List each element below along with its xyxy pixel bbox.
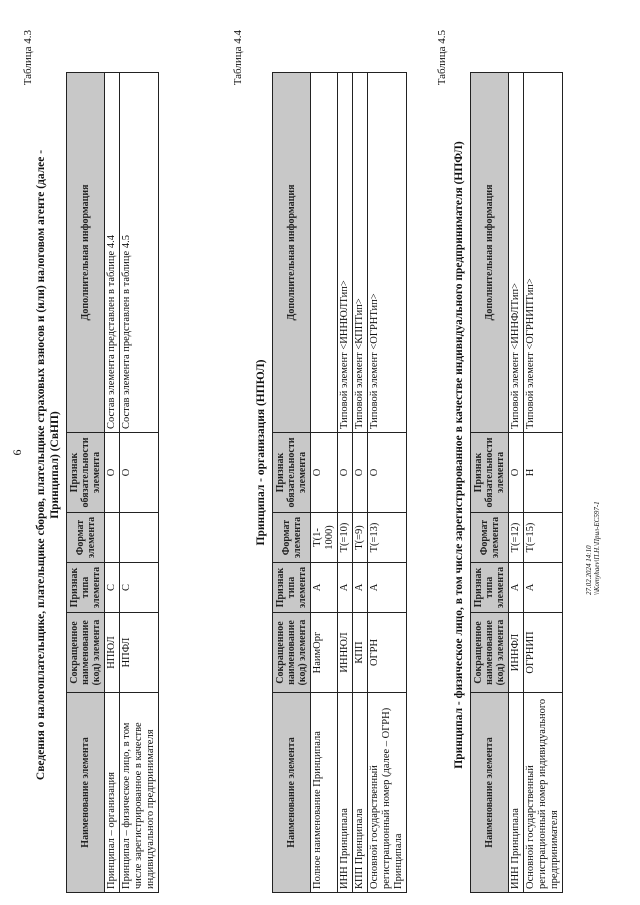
cell-format: Т(=10) <box>338 513 353 563</box>
column-header: Признак типа элемента <box>273 563 311 613</box>
cell-name: Принципал – физическое лицо, в том числе зарегистрированное в качестве индивидуального предпринимателя <box>120 693 159 893</box>
page-number: 6 <box>10 449 24 456</box>
cell-name: ИНН Принципала <box>338 693 353 893</box>
cell-name: ИНН Принципала <box>509 693 524 893</box>
cell-req: О <box>105 433 120 513</box>
table-4-3-title: Сведения о налогоплательщике, плательщике сборов, плательщике страховых взносов и (или) налоговом агенте (далее - Принципал) (СвНП) <box>35 149 61 781</box>
cell-code: ИННЮЛ <box>338 613 353 693</box>
table-4-4-title: Принципал - организация (НПЮЛ) <box>255 359 267 546</box>
cell-req: О <box>368 433 407 513</box>
table-row <box>368 73 407 893</box>
column-header: Наименование элемента <box>273 693 311 893</box>
cell-format: Т(=15) <box>524 513 563 563</box>
cell-code: НПФЛ <box>120 613 159 693</box>
cell-name: Полное наименование Принципала <box>311 693 338 893</box>
cell-type: А <box>524 563 563 613</box>
table-row <box>524 73 563 893</box>
table-4-5 <box>470 72 563 893</box>
cell-req: О <box>338 433 353 513</box>
cell-req: Н <box>524 433 563 513</box>
cell-type: А <box>338 563 353 613</box>
column-header: Формат элемента <box>273 513 311 563</box>
cell-code: ОГРН <box>368 613 407 693</box>
table-row <box>338 73 353 893</box>
table-4-4 <box>272 72 407 893</box>
cell-type: А <box>311 563 338 613</box>
table-4-5-caption: Таблица 4.5 <box>436 30 448 86</box>
cell-info: Типовой элемент <ИННЮЛТип> <box>338 73 353 433</box>
column-header: Дополнительная информация <box>471 73 509 433</box>
footer-stamp <box>585 501 601 595</box>
cell-format: Т(=12) <box>509 513 524 563</box>
cell-req: О <box>311 433 338 513</box>
cell-type: А <box>509 563 524 613</box>
table-4-5-title: Принципал - физическое лицо, в том числе зарегистрированное в качестве индивидуального предпринимателя (НПФЛ) <box>453 141 465 769</box>
footer-path: \\Komyhaev\П.Н.\Прил-ЕС597-1 <box>593 501 601 595</box>
column-header: Дополнительная информация <box>67 73 105 433</box>
column-header: Формат элемента <box>67 513 105 563</box>
cell-code: ИННФЛ <box>509 613 524 693</box>
cell-name: Основной государственный регистрационный номер (далее – ОГРН) Принципала <box>368 693 407 893</box>
column-header: Сокращенное наименование (код) элемента <box>67 613 105 693</box>
cell-name: Основной государственный регистрационный номер индивидуального предпринимателя <box>524 693 563 893</box>
cell-info <box>311 73 338 433</box>
table-row <box>105 73 120 893</box>
cell-name: КПП Принципала <box>353 693 368 893</box>
cell-format <box>120 513 159 563</box>
column-header: Признак обязательности элемента <box>67 433 105 513</box>
table-row <box>120 73 159 893</box>
table-row <box>353 73 368 893</box>
table-4-3-caption: Таблица 4.3 <box>22 30 34 86</box>
cell-code: ОГРНИП <box>524 613 563 693</box>
cell-name: Принципал – организация <box>105 693 120 893</box>
column-header: Сокращенное наименование (код) элемента <box>273 613 311 693</box>
table-row <box>311 73 338 893</box>
cell-req: О <box>120 433 159 513</box>
cell-info: Состав элемента представлен в таблице 4.5 <box>120 73 159 433</box>
cell-code: КПП <box>353 613 368 693</box>
footer-date: 27.02.2024 14:10 <box>585 545 593 595</box>
table-row <box>509 73 524 893</box>
cell-req: О <box>509 433 524 513</box>
cell-info: Типовой элемент <ОГРНТип> <box>368 73 407 433</box>
cell-type: А <box>353 563 368 613</box>
column-header: Признак обязательности элемента <box>273 433 311 513</box>
cell-type: А <box>368 563 407 613</box>
table-4-3 <box>66 72 159 893</box>
cell-info: Типовой элемент <ОГРНИПТип> <box>524 73 563 433</box>
cell-format <box>105 513 120 563</box>
column-header: Наименование элемента <box>67 693 105 893</box>
column-header: Наименование элемента <box>471 693 509 893</box>
cell-req: О <box>353 433 368 513</box>
column-header: Сокращенное наименование (код) элемента <box>471 613 509 693</box>
cell-format: Т(=9) <box>353 513 368 563</box>
column-header: Признак типа элемента <box>471 563 509 613</box>
cell-code: НаимОрг <box>311 613 338 693</box>
column-header: Формат элемента <box>471 513 509 563</box>
cell-format: Т(=13) <box>368 513 407 563</box>
cell-info: Состав элемента представлен в таблице 4.4 <box>105 73 120 433</box>
cell-info: Типовой элемент <ИННФЛТип> <box>509 73 524 433</box>
cell-type: С <box>105 563 120 613</box>
cell-info: Типовой элемент <КППТип> <box>353 73 368 433</box>
cell-type: С <box>120 563 159 613</box>
column-header: Признак обязательности элемента <box>471 433 509 513</box>
column-header: Признак типа элемента <box>67 563 105 613</box>
cell-format: Т(1-1000) <box>311 513 338 563</box>
cell-code: НПЮЛ <box>105 613 120 693</box>
column-header: Дополнительная информация <box>273 73 311 433</box>
table-4-4-caption: Таблица 4.4 <box>232 30 244 86</box>
